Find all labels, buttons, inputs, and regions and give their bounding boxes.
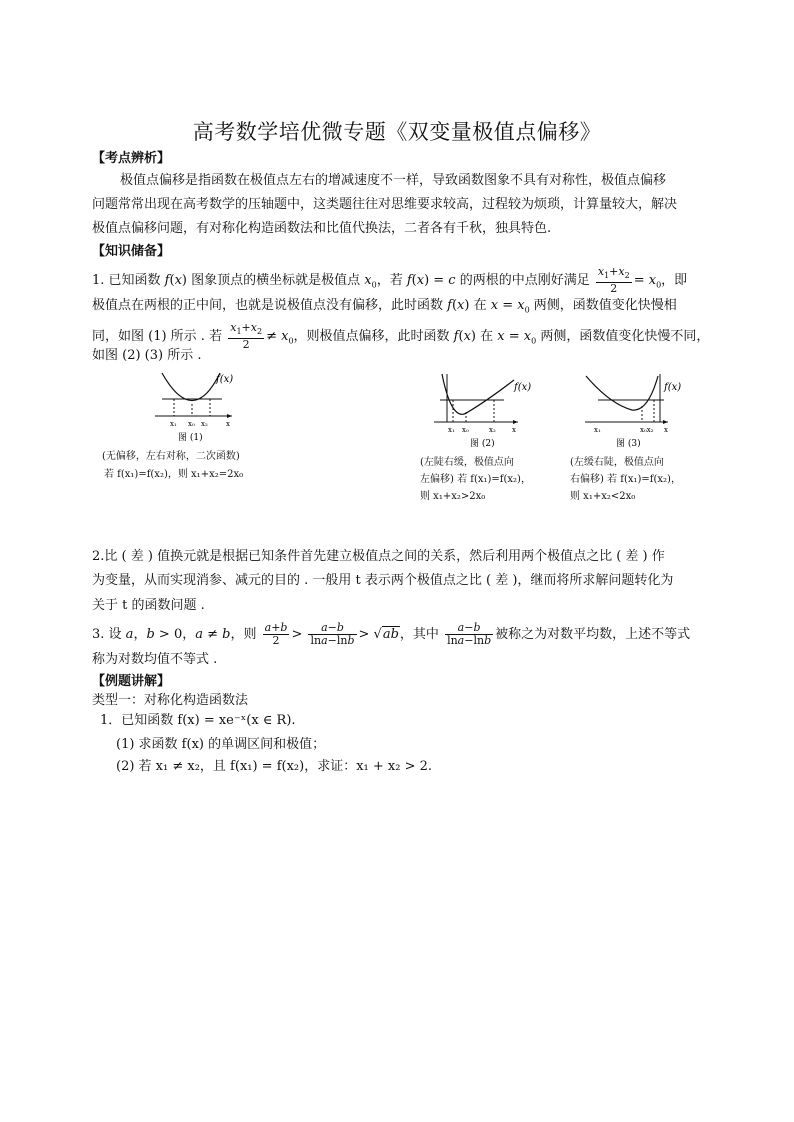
figure-2-tick-x1: x₁ [448, 426, 455, 434]
figure-1-caption-1: (无偏移，左右对称，二次函数) [102, 451, 240, 462]
figure-1-tick-x1: x₁ [170, 420, 177, 428]
figure-2-curve-label: f(x) [514, 382, 532, 393]
figure-1-tick-x: x [226, 420, 230, 428]
figure-3-curve [586, 376, 658, 410]
page-title: 高考数学培优微专题《双变量极值点偏移》 [192, 120, 602, 144]
knowledge-item-3-line-1: 3. 设 a，b > 0，a ≠ b，则 $\frac{a+b}{2}$ > $\frac{a-b}{\ln a-\ln b}$ > √ab，其中 $\frac{a-b}{\ln a-\ln b}$ 被称之为对数平均数，上述不等式 [92, 621, 691, 647]
figure-1-x-arrow [227, 414, 232, 418]
figure-2-label: 图 (2) [470, 439, 495, 449]
example-1-question-2: (2) 若 x₁ ≠ x₂，且 f(x₁) = f(x₂)，求证：x₁ + x₂ > 2. [116, 759, 433, 774]
analysis-line-1: 极值点偏移是指函数在极值点左右的增减速度不一样，导致函数图象不具有对称性，极值点偏移 [120, 173, 667, 188]
figure-2-caption-3: 则 x₁+x₂>2x₀ [420, 491, 486, 502]
analysis-line-3: 极值点偏移问题，有对称化构造函数法和比值代换法，二者各有千秋，独具特色. [92, 221, 552, 236]
section-knowledge-heading: 【知识储备】 [92, 244, 171, 259]
figure-1-curve [162, 373, 220, 401]
figure-3-x-arrow [663, 420, 668, 424]
figure-3-label: 图 (3) [616, 439, 641, 449]
figure-2-caption-2: 左偏移) 若 f(x₁)=f(x₂)， [420, 474, 531, 485]
figure-2-x-arrow [513, 420, 518, 424]
figure-3-caption-2: 右偏移) 若 f(x₁)=f(x₂)， [570, 474, 681, 485]
knowledge-item-2-line-2: 为变量，从而实现消参、减元的目的 . 一般用 t 表示两个极值点之比 ( 差 )，继而将所求解问题转化为 [92, 573, 674, 588]
figure-1-caption-2: 若 f(x₁)=f(x₂)，则 x₁+x₂=2x₀ [104, 469, 244, 480]
knowledge-item-1-line-4: 如图 (2) (3) 所示 . [92, 348, 202, 363]
figure-1-graph [150, 368, 250, 448]
section-analysis-heading: 【考点辨析】 [92, 151, 171, 166]
knowledge-item-2-line-3: 关于 t 的函数问题 . [92, 598, 205, 613]
figure-3-curve-label: f(x) [664, 382, 682, 393]
section-examples-heading: 【例题讲解】 [92, 674, 171, 689]
figure-3-tick-x0: x₀x₂ [640, 426, 654, 434]
figure-3-tick-x1: x₁ [594, 426, 601, 434]
figure-2-caption-1: (左陡右缓，极值点向 [420, 457, 514, 468]
figure-2-tick-x: x [512, 426, 516, 434]
example-1-stem: 1．已知函数 f(x) = xe⁻ˣ(x ∈ R). [100, 713, 296, 728]
figure-2-tick-x2: x₂ [489, 426, 496, 434]
figure-3-graph [580, 372, 690, 452]
figure-1-tick-x2: x₂ [201, 420, 208, 428]
figure-3-tick-x: x [664, 426, 668, 434]
figure-3-caption-1: (左缓右陡，极值点向 [570, 457, 664, 468]
figure-3-caption-3: 则 x₁+x₂<2x₀ [570, 491, 636, 502]
knowledge-item-3-line-2: 称为对数均值不等式 . [92, 652, 218, 667]
knowledge-item-2-line-1: 2.比 ( 差 ) 值换元就是根据已知条件首先建立极值点之间的关系，然后利用两个极值点之比 ( 差 ) 作 [92, 549, 665, 564]
knowledge-item-1-line-3: 同，如图 (1) 所示 . 若 $\frac{x_1+x_2}{2}$ ≠ $x_0$，则极值点偏移，此时函数 f(x) 在 $x = x_0$ 两侧，函数值变化快慢不同， [92, 321, 710, 352]
knowledge-item-1-line-2: 极值点在两根的正中间，也就是说极值点没有偏移，此时函数 f(x) 在 $x = x_0$ 两侧，函数值变化快慢相 [92, 298, 677, 315]
figure-2-tick-x0: x₀ [462, 426, 469, 434]
knowledge-item-1-line-1: 1. 已知函数 f(x) 图象顶点的横坐标就是极值点 $x_0$，若 f(x) = c 的两根的中点刚好满足 $\frac{x_1+x_2}{2}$ = $x_0$，即 [92, 265, 688, 296]
figure-1-tick-x0: x₀ [188, 420, 195, 428]
analysis-line-2: 问题常常出现在高考数学的压轴题中，这类题往往对思维要求较高，过程较为烦琐，计算量较大，解决 [92, 197, 678, 212]
figure-1-label: 图 (1) [178, 433, 203, 443]
example-type-label: 类型一：对称化构造函数法 [92, 693, 249, 708]
figure-2-graph [432, 372, 542, 452]
figure-1-curve-label: f(x) [216, 374, 234, 385]
example-1-question-1: (1) 求函数 f(x) 的单调区间和极值； [116, 737, 326, 752]
